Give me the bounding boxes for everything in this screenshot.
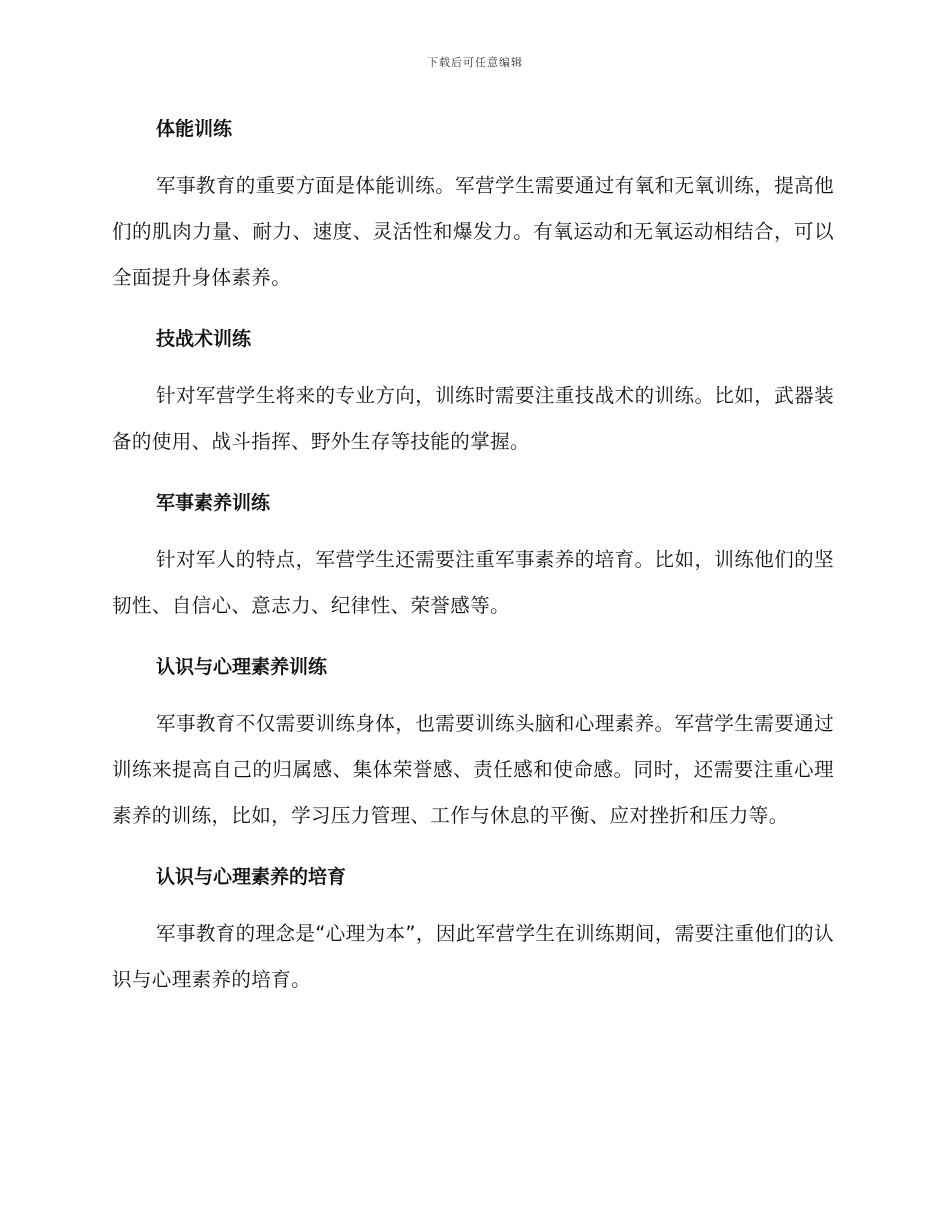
section-cognitive-psychological-cultivation xyxy=(112,860,834,1003)
section-heading: 技战术训练 xyxy=(156,328,252,350)
section-heading: 认识与心理素养训练 xyxy=(156,656,328,678)
section-paragraph: 军事教育不仅需要训练身体，也需要训练头脑和心理素养。军营学生需要通过训练来提高自己的归属感、集体荣誉感、责任感和使命感。同时，还需要注重心理素养的训练，比如，学习压力管理、工作与休息的平衡、应对挫折和压力等。 xyxy=(112,712,834,827)
section-heading: 军事素养训练 xyxy=(156,492,271,514)
section-paragraph: 针对军人的特点，军营学生还需要注重军事素养的培育。比如，训练他们的坚韧性、自信心、意志力、纪律性、荣誉感等。 xyxy=(112,548,834,617)
document-body xyxy=(112,112,834,1024)
header-note: 下载后可任意编辑 xyxy=(427,56,523,69)
section-paragraph: 军事教育的重要方面是体能训练。军营学生需要通过有氧和无氧训练，提高他们的肌肉力量、耐力、速度、灵活性和爆发力。有氧运动和无氧运动相结合，可以全面提升身体素养。 xyxy=(112,174,834,289)
section-paragraph: 针对军营学生将来的专业方向，训练时需要注重技战术的训练。比如，武器装备的使用、战斗指挥、野外生存等技能的掌握。 xyxy=(112,384,834,453)
section-heading: 认识与心理素养的培育 xyxy=(156,866,347,888)
section-tactical-training xyxy=(112,322,834,465)
section-heading: 体能训练 xyxy=(156,118,233,140)
section-military-quality-training xyxy=(112,486,834,629)
section-physical-training xyxy=(112,112,834,301)
section-cognitive-psychological-training xyxy=(112,650,834,839)
section-paragraph: 军事教育的理念是“心理为本”，因此军营学生在训练期间，需要注重他们的认识与心理素养的培育。 xyxy=(112,922,834,991)
